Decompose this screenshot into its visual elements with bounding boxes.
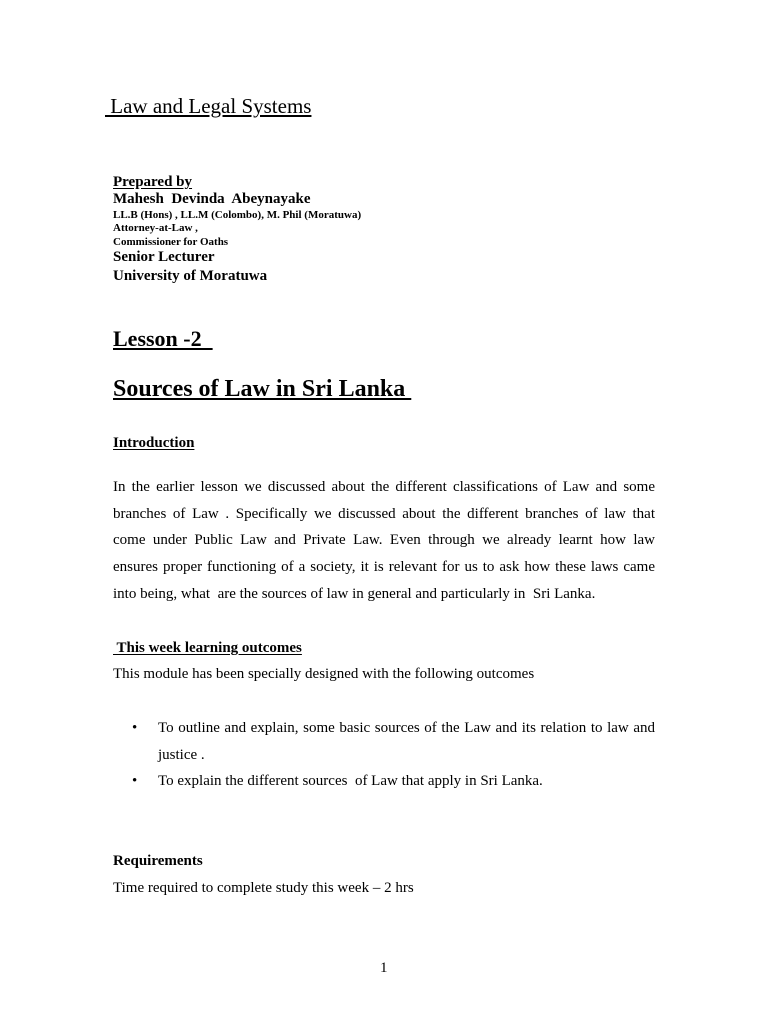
paragraph-line: ensures proper functioning of a society, it is relevant for us to ask how these laws came (113, 559, 655, 576)
requirements-heading: Requirements (113, 853, 203, 869)
lesson-title: Sources of Law in Sri Lanka (113, 376, 412, 402)
list-item-line: To outline and explain, some basic sources of the Law and its relation to law and (158, 720, 655, 736)
course-title: Law and Legal Systems (105, 94, 312, 118)
author-role-attorney: Attorney-at-Law , (113, 222, 198, 234)
list-item (158, 768, 655, 795)
lesson-number: Lesson -2 (113, 326, 213, 351)
author-university: University of Moratuwa (113, 268, 268, 284)
outcomes-heading: This week learning outcomes (113, 640, 302, 656)
introduction-heading: Introduction (113, 435, 195, 451)
bullet-icon: • (132, 773, 138, 789)
requirements-time: Time required to complete study this week – 2 hrs (113, 880, 414, 896)
paragraph-line: into being, what are the sources of law in general and particularly in Sri Lanka. (113, 585, 596, 602)
author-qualifications: LL.B (Hons) , LL.M (Colombo), M. Phil (Moratuwa) (113, 209, 362, 221)
author-name: Mahesh Devinda Abeynayake (113, 191, 311, 207)
page-number: 1 (380, 960, 388, 976)
paragraph-line: come under Public Law and Private Law. Even through we already learnt how law (113, 532, 655, 549)
paragraph-line: In the earlier lesson we discussed about the different classifications of Law and some (113, 479, 655, 495)
author-role-commissioner: Commissioner for Oaths (113, 236, 229, 248)
list-item-line: justice . (158, 746, 205, 763)
bullet-icon: • (132, 720, 138, 736)
paragraph-line: branches of Law . Specifically we discussed about the different branches of law that (113, 505, 655, 522)
list-item (158, 715, 655, 768)
outcomes-description: This module has been specially designed with the following outcomes (113, 666, 535, 682)
author-position: Senior Lecturer (113, 249, 215, 265)
list-item-line: To explain the different sources of Law that apply in Sri Lanka. (158, 773, 543, 789)
prepared-by-label: Prepared by (113, 174, 193, 190)
introduction-paragraph (113, 474, 655, 607)
